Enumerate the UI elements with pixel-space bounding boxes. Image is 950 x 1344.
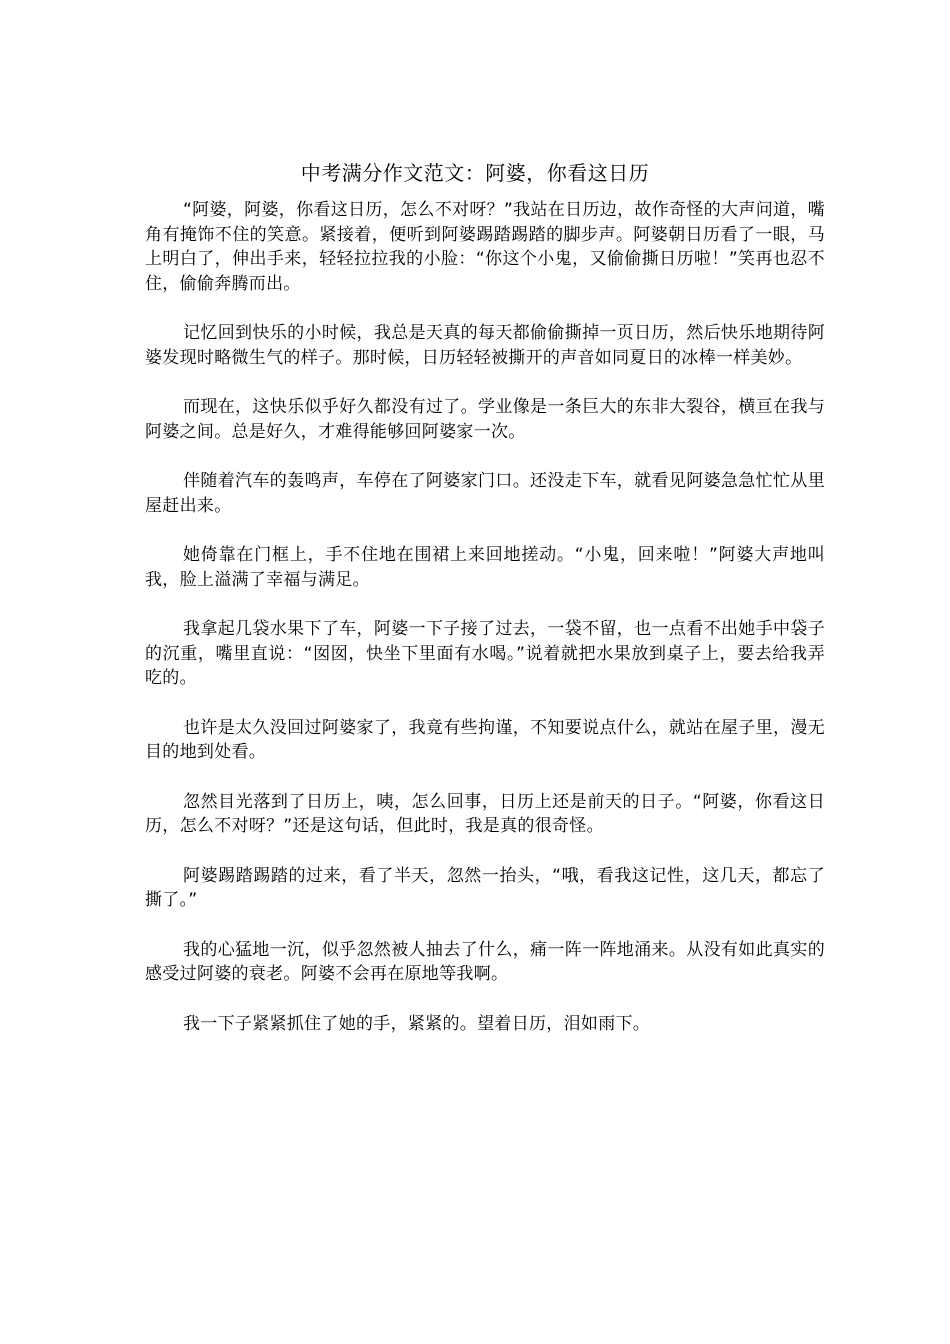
paragraph-10: 我的心猛地一沉，似乎忽然被人抽去了什么，痛一阵一阵地涌来。从没有如此真实的感受过阿婆的衰老。阿婆不会再在原地等我啊。 <box>145 939 825 984</box>
paragraph-1: “阿婆，阿婆，你看这日历，怎么不对呀？”我站在日历边，故作奇怪的大声问道，嘴角有掩饰不住的笑意。紧接着，便听到阿婆踢踏踢踏的脚步声。阿婆朝日历看了一眼，马上明白了，伸出手来，轻轻拉拉我的小脸：“你这个小鬼，又偷偷撕日历啦！”笑再也忍不住，偷偷奔腾而出。 <box>145 200 825 294</box>
document-body <box>145 198 825 1061</box>
paragraph-6: 我拿起几袋水果下了车，阿婆一下子接了过去，一袋不留，也一点看不出她手中袋子的沉重，嘴里直说：“囡囡，快坐下里面有水喝。”说着就把水果放到桌子上，要去给我弄吃的。 <box>145 619 825 688</box>
paragraph-11: 我一下子紧紧抓住了她的手，紧紧的。望着日历，泪如雨下。 <box>183 1013 651 1034</box>
paragraph-4: 伴随着汽车的轰鸣声，车停在了阿婆家门口。还没走下车，就看见阿婆急急忙忙从里屋赶出来。 <box>145 471 825 516</box>
paragraph-3: 而现在，这快乐似乎好久都没有过了。学业像是一条巨大的东非大裂谷，横亘在我与阿婆之间。总是好久，才难得能够回阿婆家一次。 <box>145 397 825 442</box>
paragraph-2: 记忆回到快乐的小时候，我总是天真的每天都偷偷撕掉一页日历，然后快乐地期待阿婆发现时略微生气的样子。那时候，日历轻轻被撕开的声音如同夏日的冰棒一样美妙。 <box>145 323 825 368</box>
paragraph-8: 忽然目光落到了日历上，咦，怎么回事，日历上还是前天的日子。“阿婆，你看这日历，怎么不对呀？”还是这句话，但此时，我是真的很奇怪。 <box>145 791 825 836</box>
document-title: 中考满分作文范文：阿婆，你看这日历 <box>300 161 650 185</box>
paragraph-7: 也许是太久没回过阿婆家了，我竟有些拘谨，不知要说点什么，就站在屋子里，漫无目的地到处看。 <box>145 717 825 762</box>
paragraph-5: 她倚靠在门框上，手不住地在围裙上来回地搓动。“小鬼，回来啦！”阿婆大声地叫我，脸上溢满了幸福与满足。 <box>145 545 825 590</box>
paragraph-9: 阿婆踢踏踢踏的过来，看了半天，忽然一抬头，“哦，看我这记性，这几天，都忘了撕了。” <box>145 865 825 910</box>
